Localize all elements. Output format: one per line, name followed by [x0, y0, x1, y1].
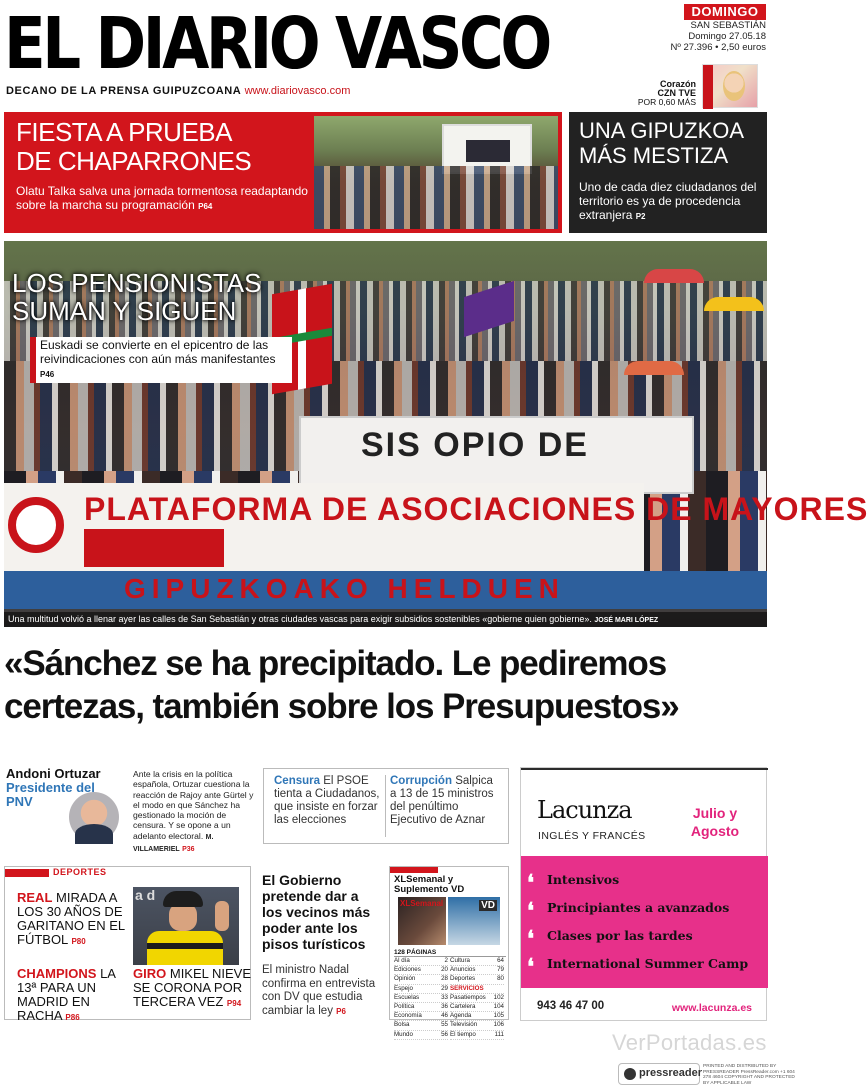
- summary-text: El ministro Nadal confirma en entrevista con DV que estudia cambiar la ley: [262, 964, 376, 1017]
- index-page: 55: [441, 1021, 448, 1029]
- sports-label: REAL: [17, 890, 53, 905]
- subhead-text: Euskadi se convierte en el epicentro de las reivindicaciones con aún más manifestantes: [40, 338, 276, 366]
- index-page: 28: [441, 975, 448, 983]
- ad-website-link[interactable]: www.lacunza.es: [671, 1002, 752, 1014]
- site-url[interactable]: www.diariovasco.com: [244, 85, 351, 97]
- photo-sign-text: a d: [135, 887, 156, 903]
- cover-label: XLSemanal: [400, 899, 444, 908]
- story-gipuzkoa-summary: [579, 180, 761, 224]
- index-column-left: [394, 957, 448, 1040]
- index-row: [450, 1012, 504, 1021]
- banner-text: SIS OPIO DE: [361, 426, 589, 464]
- ad-offer-item: [527, 954, 749, 980]
- index-section: Anuncios: [450, 966, 476, 974]
- main-story-subhead: [30, 337, 292, 383]
- brief-label: Censura: [274, 775, 321, 787]
- protest-banner-bottom: [4, 571, 767, 609]
- headline-line: LOS PENSIONISTAS: [12, 268, 262, 298]
- index-page: 36: [441, 1003, 448, 1011]
- masthead: [0, 0, 800, 108]
- offer-text: Intensivos: [547, 872, 620, 887]
- sports-text: MIRADA A LOS 30 AÑOS DE GARITANO EN EL FÚTBOL: [17, 890, 125, 947]
- headline-line: MÁS MESTIZA: [579, 143, 729, 168]
- story-fiesta-text: [8, 116, 310, 229]
- interviewee-role: Presidente del PNV: [6, 780, 95, 809]
- ad-dates: [673, 804, 757, 840]
- brief-label: Corrupción: [390, 775, 452, 787]
- story-gipuzkoa-headline: [579, 118, 767, 168]
- index-row: [450, 1031, 504, 1040]
- ad-phone[interactable]: 943 46 47 00: [537, 1000, 605, 1012]
- sports-tag: [5, 867, 105, 879]
- index-section: Agenda: [450, 1012, 472, 1020]
- banner-red-block: [84, 529, 224, 567]
- index-page: 102: [493, 993, 504, 1001]
- vd-cover[interactable]: [448, 897, 500, 945]
- byline: M. VILLAMERIEL: [133, 833, 214, 854]
- index-page: 56: [441, 1030, 448, 1038]
- sports-item-real[interactable]: [17, 891, 129, 949]
- story-fiesta-summary: [16, 184, 312, 214]
- quote-bullet-icon: ❛: [527, 870, 535, 896]
- index-section: Cartelera: [450, 1003, 476, 1011]
- promo-line2: CZN TVE: [657, 88, 696, 98]
- index-page: 46: [441, 1012, 448, 1020]
- section-bar: [390, 867, 438, 873]
- story-fiesta-photo: [314, 116, 558, 229]
- index-section: Opinión: [394, 975, 416, 983]
- cyclist-photo: [133, 887, 239, 965]
- index-row: [394, 994, 448, 1003]
- index-row: [450, 985, 504, 994]
- index-page: 106: [493, 1021, 504, 1029]
- sports-text: MIKEL NIEVE SE CORONA POR TERCERA VEZ: [133, 966, 252, 1009]
- summary-text: Ante la crisis en la política española, Ortuzar cuestiona la reacción de Rajoy ante Gürtel y el modo en que Sánchez ha gestionado la moción de censura. Y se opone a un adelanto electoral.: [133, 769, 254, 841]
- headline-line: DE CHAPARRONES: [16, 146, 252, 176]
- sports-item-champions[interactable]: [17, 967, 129, 1025]
- sports-label: CHAMPIONS: [17, 966, 97, 981]
- index-page: 2: [444, 957, 448, 964]
- thumbs-up-icon: [215, 901, 229, 931]
- main-story-photo[interactable]: [4, 241, 868, 627]
- quote-line: certezas, también sobre los Presupuestos»: [4, 687, 679, 726]
- headline-line: SUMAN Y SIGUEN: [12, 296, 237, 326]
- issue-number-price: Nº 27.396 • 2,50 euros: [670, 42, 766, 53]
- index-section: Cultura: [450, 957, 470, 964]
- title-line: XLSemanal y: [394, 874, 454, 885]
- index-row: [394, 1031, 448, 1040]
- summary-text: Uno de cada diez ciudadanos del territorio es ya de procedencia extranjera: [579, 180, 757, 222]
- supplements-title: [394, 875, 464, 895]
- page-ref: P46: [40, 370, 55, 379]
- quote-bullet-icon: ❛: [527, 926, 535, 952]
- index-row: [394, 975, 448, 984]
- index-section: Deportes: [450, 975, 476, 983]
- sports-text: LA 13ª PARA UN MADRID EN RACHA: [17, 966, 116, 1023]
- banner-text: PLATAFORMA DE ASOCIACIONES DE MAYORES: [84, 491, 868, 527]
- pressreader-logo[interactable]: [618, 1063, 700, 1085]
- page-ref: P36: [182, 846, 195, 854]
- story-fiesta-headline: [16, 118, 310, 176]
- index-row: [450, 1021, 504, 1030]
- umbrella-shape: [624, 361, 684, 375]
- magazine-cover-thumbnail[interactable]: [702, 64, 758, 108]
- umbrella-shape: [644, 269, 704, 283]
- index-section: Bolsa: [394, 1021, 410, 1029]
- summary-text: Olatu Talka salva una jornada tormentosa readaptando sobre la marcha su programación: [16, 184, 308, 212]
- index-row: [394, 985, 448, 994]
- issue-date: Domingo 27.05.18: [688, 31, 766, 42]
- brief-corrupcion[interactable]: [390, 775, 498, 827]
- brand-subtitle: INGLÉS Y FRANCÉS: [538, 830, 646, 842]
- story-headline: El Gobierno pretende dar a los vecinos más poder ante los pisos turísticos: [262, 872, 371, 952]
- index-section: Televisión: [450, 1021, 478, 1029]
- index-row: [450, 1003, 504, 1012]
- pressreader-icon: [624, 1068, 636, 1080]
- index-row: [394, 957, 448, 966]
- page-ref: P64: [198, 202, 213, 211]
- index-section: SERVICIOS: [450, 984, 484, 992]
- jersey-stripe: [147, 943, 223, 949]
- pamo-logo-icon: [8, 497, 64, 553]
- ad-offer-item: [527, 870, 620, 896]
- story-summary: [262, 964, 382, 1018]
- main-story-headline: [12, 269, 261, 325]
- tagline-text: DECANO DE LA PRENSA GUIPUZCOANA: [6, 85, 241, 97]
- headline-line: FIESTA A PRUEBA: [16, 117, 232, 147]
- index-page: 29: [441, 984, 448, 992]
- index-page: 79: [497, 966, 504, 974]
- magazine-promo[interactable]: [610, 80, 696, 107]
- photo-credit: JOSÉ MARI LÓPEZ: [594, 617, 659, 624]
- masthead-tagline: [6, 85, 350, 97]
- page-ref: P86: [65, 1013, 80, 1022]
- index-page: 80: [497, 975, 504, 983]
- issue-info: [670, 20, 766, 53]
- index-row: [450, 966, 504, 975]
- cover-band: [703, 65, 713, 109]
- promo-line1: Corazón: [660, 79, 696, 89]
- headline-line: UNA GIPUZKOA: [579, 118, 745, 143]
- interview-quote-headline[interactable]: [4, 642, 774, 728]
- ad-offer-item: [527, 926, 693, 952]
- ad-offer-item: [527, 898, 730, 924]
- divider: [521, 768, 768, 770]
- index-section: Escuelas: [394, 993, 420, 1001]
- briefs-box: [263, 768, 509, 844]
- brand-logo: Lacunza: [537, 796, 632, 824]
- index-section: Ediciones: [394, 966, 421, 974]
- sports-section: [4, 866, 252, 1023]
- index-page: 33: [441, 993, 448, 1001]
- brief-text: Salpica a 13 de 15 ministros del penúltimo Ejecutivo de Aznar: [390, 775, 494, 826]
- quote-bullet-icon: ❛: [527, 954, 535, 980]
- quote-bullet-icon: ❛: [527, 898, 535, 924]
- date-line: Julio y: [692, 805, 738, 821]
- index-header: 128 PÁGINAS: [394, 949, 506, 957]
- title-line: Suplemento VD: [394, 884, 465, 895]
- offer-text: International Summer Camp: [547, 956, 749, 971]
- tag-bar: [5, 869, 49, 877]
- index-row: [450, 957, 504, 966]
- protest-banner-middle: [4, 483, 868, 573]
- brief-text: El PSOE tienta a Ciudadanos, que insiste en forzar las elecciones: [274, 775, 380, 826]
- page-ref: P2: [635, 212, 646, 221]
- sports-item-giro[interactable]: [133, 967, 251, 1011]
- tag-label: DEPORTES: [53, 867, 107, 877]
- brief-censura[interactable]: [274, 775, 382, 827]
- interview-summary: [133, 769, 255, 855]
- interviewee-name: Andoni Ortuzar: [6, 766, 101, 781]
- cover-label: VD: [481, 900, 495, 911]
- index-row: [394, 966, 448, 975]
- index-section: Economía: [394, 1012, 422, 1020]
- offer-text: Principiantes a avanzados: [547, 900, 730, 915]
- watermark: VerPortadas.es: [612, 1030, 767, 1055]
- index-section: Política: [394, 1003, 415, 1011]
- index-page: 64: [497, 957, 504, 964]
- umbrella-shape: [704, 297, 764, 311]
- newspaper-title: EL DIARIO VASCO: [4, 2, 549, 85]
- lacunza-advertisement[interactable]: [520, 767, 767, 1021]
- quote-line: «Sánchez se ha precipitado. Le pediremos: [4, 644, 667, 683]
- offer-text: Clases por las tardes: [547, 928, 693, 943]
- story-fiesta[interactable]: [4, 112, 562, 233]
- story-gipuzkoa[interactable]: [569, 112, 767, 233]
- day-badge: DOMINGO: [684, 4, 766, 20]
- pressreader-label: pressreader: [639, 1067, 702, 1079]
- cover-portrait: [723, 71, 745, 101]
- pressreader-info: PRINTED AND DISTRIBUTED BY PRESSREADER PressReader.com +1 604 278 4604 COPYRIGHT AND PROTECTED BY APPLICABLE LAW: [703, 1064, 795, 1086]
- index-row: [394, 1003, 448, 1012]
- xlsemanal-cover[interactable]: [398, 897, 446, 945]
- index-section: Pasatiempos: [450, 993, 486, 1001]
- issue-city: SAN SEBASTIÁN: [690, 20, 766, 31]
- index-section: Espejo: [394, 984, 413, 992]
- head-shape: [169, 903, 197, 931]
- caption-text: Una multitud volvió a llenar ayer las calles de San Sebastián y otras ciudades vascas para exigir subsidios sostenibles «gobierne quien gobierne».: [8, 614, 592, 624]
- photo-caption: [4, 612, 767, 627]
- index-page: 105: [493, 1012, 504, 1020]
- supplements-box: [389, 866, 509, 1038]
- banner-text: GIPUZKOAKO HELDUEN: [124, 573, 565, 604]
- index-row: [450, 994, 504, 1003]
- index-section: Mundo: [394, 1030, 413, 1038]
- index-row: [394, 1012, 448, 1021]
- helmet-icon: [163, 891, 203, 907]
- date-line: Agosto: [690, 823, 740, 839]
- story-pisos-turisticos[interactable]: [262, 872, 382, 1018]
- avatar: [69, 792, 119, 842]
- page-ref: P80: [71, 937, 86, 946]
- index-row: [450, 975, 504, 984]
- promo-line3: POR 0,60 MÁS: [637, 97, 696, 107]
- index-page: 111: [494, 1030, 504, 1038]
- index-section: El tiempo: [450, 1030, 476, 1038]
- index-page: 104: [493, 1003, 504, 1011]
- page-ref: P94: [226, 999, 242, 1008]
- audience-illustration: [314, 166, 558, 229]
- index-page: 20: [441, 966, 448, 974]
- page-ref: P6: [336, 1006, 346, 1016]
- sports-label: GIRO: [133, 966, 167, 981]
- index-section: Al día: [394, 957, 410, 964]
- index-column-right: [450, 957, 504, 1040]
- index-row: [394, 1021, 448, 1030]
- divider: [385, 775, 386, 837]
